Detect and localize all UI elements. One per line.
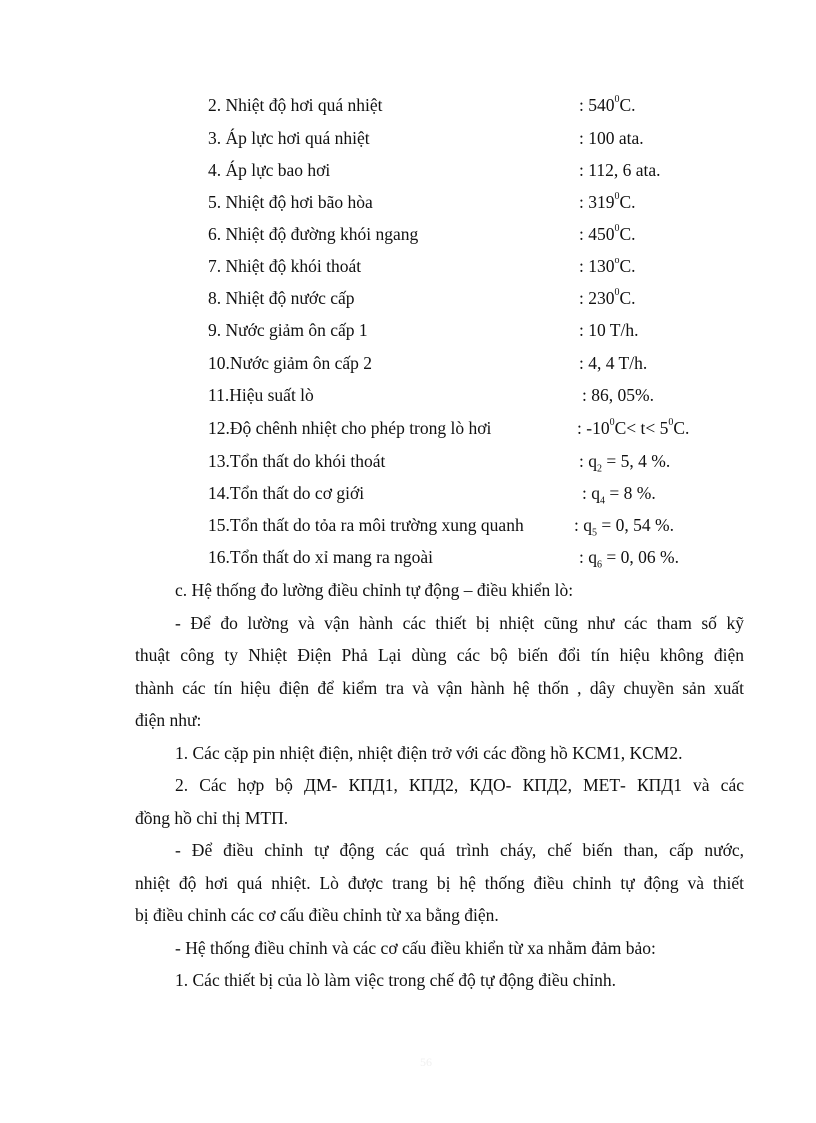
spec-name: 6. Nhiệt độ đường khói ngang <box>208 224 419 244</box>
spec-value: : $230^0C$. <box>579 287 636 308</box>
list-item: 2. Các hợp bộ ДМ- КПД1, КПД2, КДО- КПД2, МЕТ- КПД1 và các <box>175 775 744 795</box>
spec-value: : 86, 05%. <box>582 385 654 405</box>
paragraph-line: bị điều chỉnh các cơ cấu điều chỉnh từ xa bằng điện. <box>135 905 499 925</box>
spec-name: 5. Nhiệt độ hơi bão hòa <box>208 192 373 212</box>
spec-name: 11.Hiệu suất lò <box>208 385 314 405</box>
spec-name: 4. Áp lực bao hơi <box>208 160 331 180</box>
paragraph-line: nhiệt độ hơi quá nhiệt. Lò được trang bị hệ thống điều chỉnh tự động và thiết <box>135 873 744 893</box>
spec-name: 12.Độ chênh nhiệt cho phép trong lò hơi <box>208 418 492 438</box>
spec-name: 10.Nước giảm ôn cấp 2 <box>208 353 373 373</box>
section-heading-c: c. Hệ thống đo lường điều chỉnh tự động – điều khiển lò: <box>175 580 574 600</box>
loss-name: 14.Tổn thất do cơ giới <box>208 483 365 503</box>
spec-value: : $450^0C$. <box>579 223 636 244</box>
loss-name: 15.Tổn thất do tỏa ra môi trường xung quanh <box>208 515 524 535</box>
loss-value: : $q_6 = 0$, 06 %. <box>579 547 679 571</box>
paragraph-line: - Hệ thống điều chỉnh và các cơ cấu điều khiển từ xa nhằm đảm bảo: <box>175 938 656 958</box>
spec-value: : 112, 6 ata. <box>579 160 661 180</box>
spec-value: : 10 T/h. <box>579 320 639 340</box>
spec-name: 8. Nhiệt độ nước cấp <box>208 288 355 308</box>
list-item: 1. Các cặp pin nhiệt điện, nhiệt điện trở với các đồng hồ KCM1, KCM2. <box>175 743 683 763</box>
loss-value: : $q_2 = 5$, 4 %. <box>579 451 671 475</box>
spec-value: : $540^0C$. <box>579 94 636 115</box>
spec-name: 3. Áp lực hơi quá nhiệt <box>208 128 370 148</box>
paragraph-line: thành các tín hiệu điện để kiểm tra và vận hành hệ thốn , dây chuyền sản xuất <box>135 678 744 698</box>
spec-name: 7. Nhiệt độ khói thoát <box>208 256 362 276</box>
spec-value: : 130$^o$C. <box>579 255 636 276</box>
spec-name: 2. Nhiệt độ hơi quá nhiệt <box>208 95 383 115</box>
list-item: 1. Các thiết bị của lò làm việc trong chế độ tự động điều chỉnh. <box>175 970 617 990</box>
page-number: 56 <box>420 1055 432 1069</box>
paragraph-line: - Để đo lường và vận hành các thiết bị nhiệt cũng như các tham số kỹ <box>175 613 744 633</box>
paragraph-line: thuật công ty Nhiệt Điện Phả Lại dùng các bộ biến đổi tín hiệu không điện <box>135 645 744 665</box>
spec-name: 9. Nước giảm ôn cấp 1 <box>208 320 368 340</box>
loss-name: 13.Tổn thất do khói thoát <box>208 451 386 471</box>
loss-value: : $q_4 = 8$ %. <box>582 483 656 507</box>
spec-value: : 100 ata. <box>579 128 644 148</box>
paragraph-line: đồng hồ chỉ thị МТП. <box>135 808 289 828</box>
spec-value: : $-10^0C< t< 5^0C$. <box>577 417 690 438</box>
spec-value: : 4, 4 T/h. <box>579 353 648 373</box>
spec-value: : $319^0C$. <box>579 191 636 212</box>
loss-name: 16.Tổn thất do xỉ mang ra ngoài <box>208 547 434 567</box>
loss-value: : $q_5 = 0$, 54 %. <box>574 515 674 539</box>
paragraph-line: điện như: <box>135 710 202 730</box>
paragraph-line: - Để điều chỉnh tự động các quá trình cháy, chế biến than, cấp nước, <box>175 840 744 860</box>
